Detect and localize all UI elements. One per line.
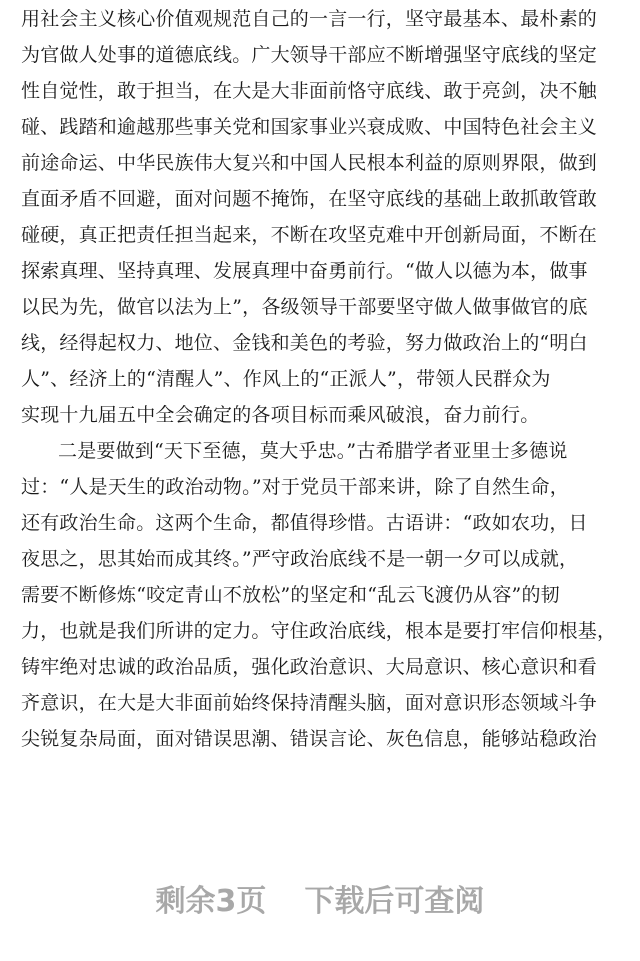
text-line: 用社会主义核心价值观规范自己的一言一行，坚守最基本、最朴素的 (21, 8, 598, 30)
text-line: 探索真理、坚持真理、发展真理中奋勇前行。“做人以德为本，做事 (21, 260, 588, 282)
text-line: 前途命运、中华民族伟大复兴和中国人民根本利益的原则界限，做到 (21, 152, 598, 174)
text-line: 夜思之，思其始而成其终。”严守政治底线不是一朝一夕可以成就， (21, 548, 579, 570)
text-line: 线，经得起权力、地位、金钱和美色的考验，努力做政治上的“明白 (21, 332, 588, 354)
text-line: 铸牢绝对忠诚的政治品质，强化政治意识、大局意识、核心意识和看 (21, 656, 598, 678)
text-line: 力，也就是我们所讲的定力。守住政治底线，根本是要打牢信仰根基， (21, 620, 617, 642)
text-line: 还有政治生命。这两个生命，都值得珍惜。古语讲：“政如农功，日 (21, 512, 588, 534)
text-line: 碰、践踏和逾越那些事关党和国家事业兴衰成败、中国特色社会主义 (21, 116, 598, 138)
text-line: 为官做人处事的道德底线。广大领导干部应不断增强坚守底线的坚定 (21, 44, 598, 66)
download-to-view-text: 下载后可查阅 (304, 884, 485, 919)
paragraph-start-line: 二是要做到“天下至德，莫大乎忠。”古希腊学者亚里士多德说 (58, 440, 568, 462)
text-line: 以民为先，做官以法为上”，各级领导干部要坚守做人做事做官的底 (21, 296, 588, 318)
text-line: 需要不断修炼“咬定青山不放松”的坚定和“乱云飞渡仍从容”的韧 (21, 584, 560, 606)
text-line: 过：“人是天生的政治动物。”对于党员干部来讲，除了自然生命， (21, 476, 569, 498)
text-line: 性自觉性，敢于担当，在大是大非面前恪守底线、敢于亮剑，决不触 (21, 80, 598, 102)
remaining-pages-text: 剩余3页 (155, 884, 267, 919)
text-line: 碰硬，真正把责任担当起来，不断在攻坚克难中开创新局面，不断在 (21, 224, 598, 246)
text-line: 人”、经济上的“清醒人”、作风上的“正派人”，带领人民群众为 (21, 368, 551, 390)
remaining-pages-banner[interactable] (0, 880, 640, 924)
text-line: 齐意识，在大是大非面前始终保持清醒头脑，面对意识形态领域斗争 (21, 692, 598, 714)
text-line: 尖锐复杂局面，面对错误思潮、错误言论、灰色信息，能够站稳政治 (21, 728, 598, 750)
text-line: 直面矛盾不回避，面对问题不掩饰，在坚守底线的基础上敢抓敢管敢 (21, 188, 598, 210)
text-line: 实现十九届五中全会确定的各项目标而乘风破浪，奋力前行。 (21, 404, 540, 426)
